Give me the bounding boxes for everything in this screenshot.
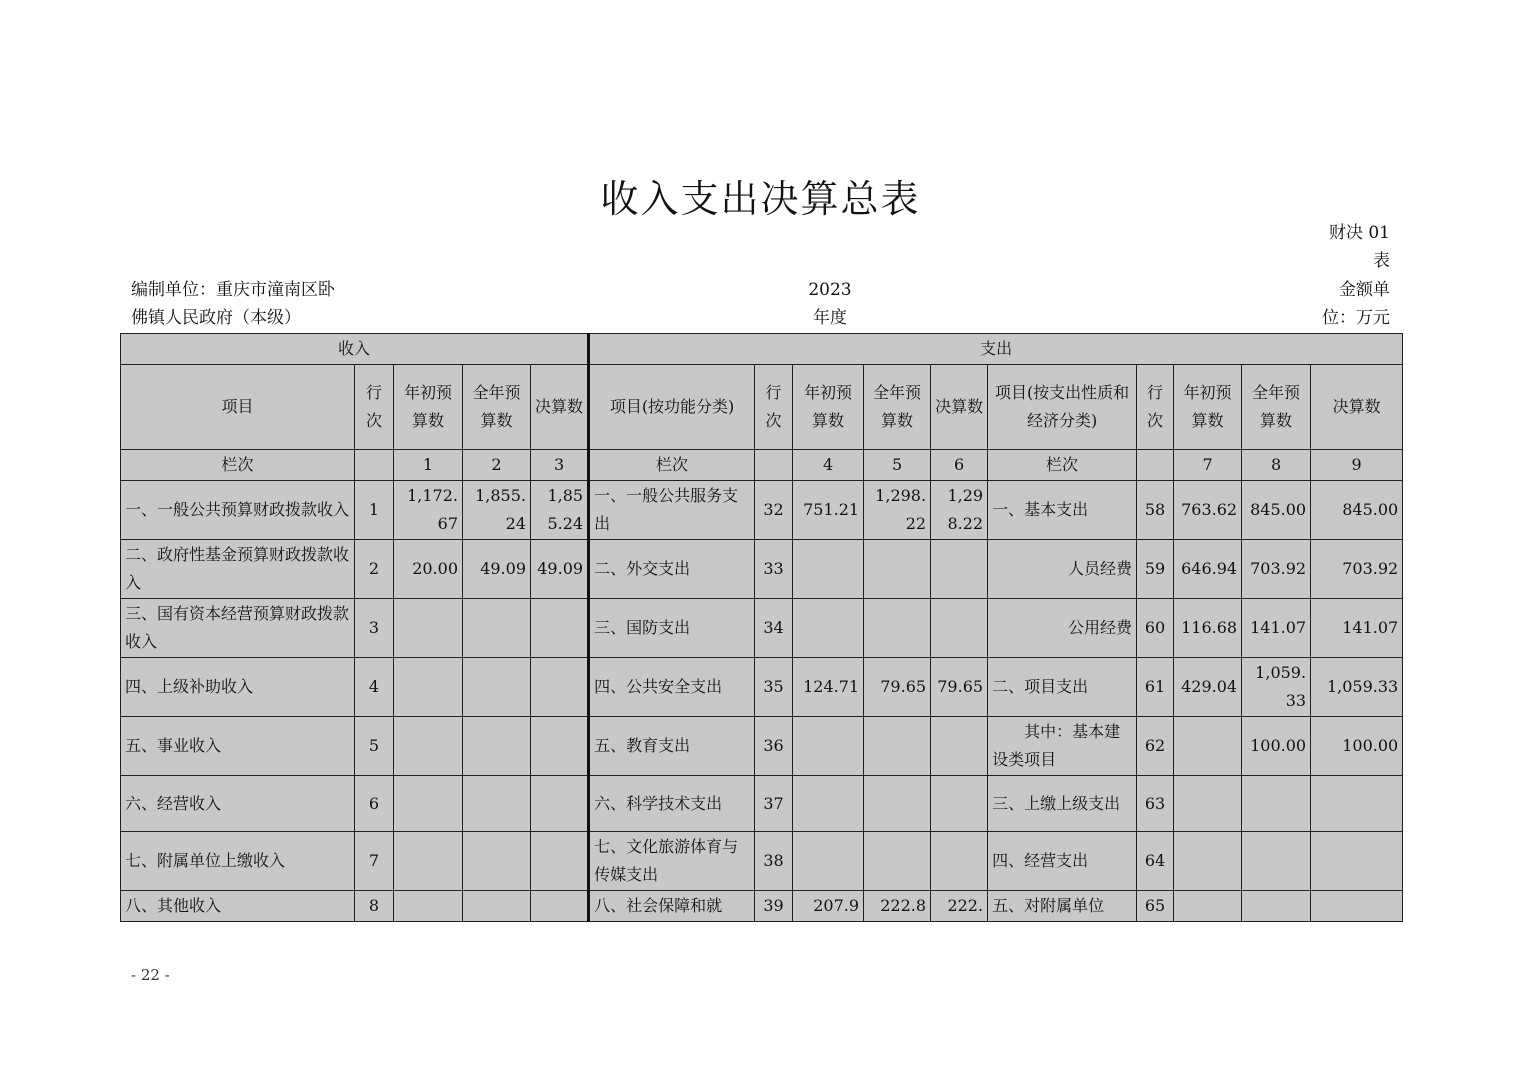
header-func-final: 决算数 bbox=[931, 365, 988, 450]
econ-item: 二、项目支出 bbox=[988, 658, 1137, 717]
lanci-5: 5 bbox=[864, 450, 931, 481]
income-final: 1,855.24 bbox=[531, 481, 589, 540]
lanci-empty bbox=[355, 450, 394, 481]
econ-row-no: 61 bbox=[1137, 658, 1174, 717]
income-row-no: 7 bbox=[355, 832, 394, 891]
func-row-no: 34 bbox=[755, 599, 793, 658]
compiling-unit-line2: 佛镇人民政府（本级） bbox=[131, 308, 301, 328]
fiscal-year-line2: 年度 bbox=[813, 308, 847, 328]
income-budget-start bbox=[394, 658, 463, 717]
econ-budget-full: 1,059.33 bbox=[1242, 658, 1311, 717]
econ-budget-full: 703.92 bbox=[1242, 540, 1311, 599]
econ-item: 五、对附属单位 bbox=[988, 891, 1137, 922]
money-unit bbox=[1290, 276, 1390, 332]
econ-budget-start: 646.94 bbox=[1174, 540, 1242, 599]
econ-item: 三、上缴上级支出 bbox=[988, 776, 1137, 832]
page-number: - 22 - bbox=[131, 966, 170, 984]
header-econ-budget-full: 全年预算数 bbox=[1242, 365, 1311, 450]
income-row-no: 5 bbox=[355, 717, 394, 776]
income-item: 八、其他收入 bbox=[121, 891, 355, 922]
func-final: 222. bbox=[931, 891, 988, 922]
table-row bbox=[121, 832, 1403, 891]
func-item: 一、一般公共服务支出 bbox=[589, 481, 755, 540]
econ-final: 845.00 bbox=[1311, 481, 1403, 540]
func-final bbox=[931, 599, 988, 658]
income-final bbox=[531, 658, 589, 717]
econ-final: 703.92 bbox=[1311, 540, 1403, 599]
func-budget-full: 79.65 bbox=[864, 658, 931, 717]
econ-budget-full bbox=[1242, 891, 1311, 922]
func-final bbox=[931, 540, 988, 599]
func-item: 三、国防支出 bbox=[589, 599, 755, 658]
header-income-budget-start: 年初预算数 bbox=[394, 365, 463, 450]
header-func-budget-start: 年初预算数 bbox=[793, 365, 864, 450]
table-row bbox=[121, 776, 1403, 832]
econ-budget-full bbox=[1242, 776, 1311, 832]
func-budget-start: 207.9 bbox=[793, 891, 864, 922]
income-row-no: 6 bbox=[355, 776, 394, 832]
econ-budget-start bbox=[1174, 717, 1242, 776]
econ-final bbox=[1311, 891, 1403, 922]
header-econ-final: 决算数 bbox=[1311, 365, 1403, 450]
econ-budget-start bbox=[1174, 776, 1242, 832]
func-item: 七、文化旅游体育与传媒支出 bbox=[589, 832, 755, 891]
income-budget-full bbox=[463, 599, 531, 658]
money-unit-line1: 金额单 bbox=[1339, 280, 1390, 300]
income-row-no: 3 bbox=[355, 599, 394, 658]
income-budget-full bbox=[463, 776, 531, 832]
econ-budget-full: 141.07 bbox=[1242, 599, 1311, 658]
econ-row-no: 59 bbox=[1137, 540, 1174, 599]
header-func-row-no: 行次 bbox=[755, 365, 793, 450]
money-unit-line2: 位：万元 bbox=[1322, 308, 1390, 328]
income-budget-start: 1,172.67 bbox=[394, 481, 463, 540]
func-item: 四、公共安全支出 bbox=[589, 658, 755, 717]
econ-item: 人员经费 bbox=[988, 540, 1137, 599]
fiscal-year-line1: 2023 bbox=[808, 280, 852, 300]
income-budget-full bbox=[463, 658, 531, 717]
lanci-1: 1 bbox=[394, 450, 463, 481]
func-budget-start: 751.21 bbox=[793, 481, 864, 540]
func-budget-full bbox=[864, 832, 931, 891]
header-econ-budget-start: 年初预算数 bbox=[1174, 365, 1242, 450]
func-row-no: 38 bbox=[755, 832, 793, 891]
econ-item: 其中：基本建设类项目 bbox=[988, 717, 1137, 776]
econ-item: 四、经营支出 bbox=[988, 832, 1137, 891]
income-final: 49.09 bbox=[531, 540, 589, 599]
form-code-line1: 财决 01 bbox=[1328, 223, 1390, 243]
compiling-unit bbox=[131, 276, 391, 332]
income-item: 二、政府性基金预算财政拨款收入 bbox=[121, 540, 355, 599]
func-row-no: 32 bbox=[755, 481, 793, 540]
income-final bbox=[531, 891, 589, 922]
income-budget-start bbox=[394, 599, 463, 658]
income-row-no: 2 bbox=[355, 540, 394, 599]
econ-row-no: 64 bbox=[1137, 832, 1174, 891]
func-final: 79.65 bbox=[931, 658, 988, 717]
func-row-no: 37 bbox=[755, 776, 793, 832]
header-income-row-no: 行次 bbox=[355, 365, 394, 450]
econ-budget-start: 429.04 bbox=[1174, 658, 1242, 717]
lanci-9: 9 bbox=[1311, 450, 1403, 481]
func-budget-full bbox=[864, 776, 931, 832]
income-budget-start bbox=[394, 891, 463, 922]
econ-budget-full: 100.00 bbox=[1242, 717, 1311, 776]
lanci-4: 4 bbox=[793, 450, 864, 481]
func-row-no: 33 bbox=[755, 540, 793, 599]
table-row bbox=[121, 658, 1403, 717]
econ-final bbox=[1311, 832, 1403, 891]
income-final bbox=[531, 776, 589, 832]
income-item: 七、附属单位上缴收入 bbox=[121, 832, 355, 891]
econ-item: 一、基本支出 bbox=[988, 481, 1137, 540]
income-final bbox=[531, 832, 589, 891]
lanci-empty bbox=[1137, 450, 1174, 481]
income-budget-start bbox=[394, 776, 463, 832]
income-item: 一、一般公共预算财政拨款收入 bbox=[121, 481, 355, 540]
func-budget-start bbox=[793, 717, 864, 776]
func-budget-full: 222.8 bbox=[864, 891, 931, 922]
lanci-econ-label: 栏次 bbox=[988, 450, 1137, 481]
income-budget-full: 1,855.24 bbox=[463, 481, 531, 540]
econ-budget-start: 763.62 bbox=[1174, 481, 1242, 540]
econ-final bbox=[1311, 776, 1403, 832]
budget-summary-table bbox=[120, 333, 1403, 922]
table-row bbox=[121, 599, 1403, 658]
func-budget-full bbox=[864, 599, 931, 658]
func-item: 二、外交支出 bbox=[589, 540, 755, 599]
table-row bbox=[121, 891, 1403, 922]
econ-budget-start bbox=[1174, 832, 1242, 891]
income-row-no: 8 bbox=[355, 891, 394, 922]
func-budget-full: 1,298.22 bbox=[864, 481, 931, 540]
income-row-no: 1 bbox=[355, 481, 394, 540]
form-code-line2: 表 bbox=[1373, 251, 1390, 271]
form-code bbox=[1290, 219, 1390, 275]
income-final bbox=[531, 717, 589, 776]
income-item: 五、事业收入 bbox=[121, 717, 355, 776]
econ-row-no: 63 bbox=[1137, 776, 1174, 832]
econ-item: 公用经费 bbox=[988, 599, 1137, 658]
func-item: 六、科学技术支出 bbox=[589, 776, 755, 832]
func-budget-start bbox=[793, 776, 864, 832]
func-budget-start bbox=[793, 599, 864, 658]
header-func-item: 项目(按功能分类) bbox=[589, 365, 755, 450]
econ-row-no: 58 bbox=[1137, 481, 1174, 540]
income-budget-full bbox=[463, 832, 531, 891]
econ-budget-start: 116.68 bbox=[1174, 599, 1242, 658]
func-budget-start bbox=[793, 540, 864, 599]
lanci-empty bbox=[755, 450, 793, 481]
econ-final: 141.07 bbox=[1311, 599, 1403, 658]
func-final: 1,298.22 bbox=[931, 481, 988, 540]
income-budget-start bbox=[394, 717, 463, 776]
expense-group-header: 支出 bbox=[589, 334, 1403, 365]
func-budget-start: 124.71 bbox=[793, 658, 864, 717]
table-row bbox=[121, 481, 1403, 540]
income-item: 四、上级补助收入 bbox=[121, 658, 355, 717]
econ-budget-full bbox=[1242, 832, 1311, 891]
func-item: 八、社会保障和就 bbox=[589, 891, 755, 922]
table-row bbox=[121, 717, 1403, 776]
header-econ-item: 项目(按支出性质和经济分类) bbox=[988, 365, 1137, 450]
lanci-income-label: 栏次 bbox=[121, 450, 355, 481]
func-budget-full bbox=[864, 717, 931, 776]
income-budget-start: 20.00 bbox=[394, 540, 463, 599]
func-row-no: 35 bbox=[755, 658, 793, 717]
header-econ-row-no: 行次 bbox=[1137, 365, 1174, 450]
income-budget-full bbox=[463, 717, 531, 776]
lanci-6: 6 bbox=[931, 450, 988, 481]
func-row-no: 36 bbox=[755, 717, 793, 776]
income-final bbox=[531, 599, 589, 658]
econ-budget-full: 845.00 bbox=[1242, 481, 1311, 540]
econ-budget-start bbox=[1174, 891, 1242, 922]
header-income-item: 项目 bbox=[121, 365, 355, 450]
income-row-no: 4 bbox=[355, 658, 394, 717]
func-item: 五、教育支出 bbox=[589, 717, 755, 776]
func-budget-full bbox=[864, 540, 931, 599]
compiling-unit-line1: 编制单位：重庆市潼南区卧 bbox=[131, 280, 335, 300]
lanci-3: 3 bbox=[531, 450, 589, 481]
econ-row-no: 65 bbox=[1137, 891, 1174, 922]
header-func-budget-full: 全年预算数 bbox=[864, 365, 931, 450]
func-row-no: 39 bbox=[755, 891, 793, 922]
income-budget-start bbox=[394, 832, 463, 891]
func-budget-start bbox=[793, 832, 864, 891]
lanci-func-label: 栏次 bbox=[589, 450, 755, 481]
func-final bbox=[931, 717, 988, 776]
lanci-2: 2 bbox=[463, 450, 531, 481]
income-group-header: 收入 bbox=[121, 334, 589, 365]
econ-row-no: 60 bbox=[1137, 599, 1174, 658]
lanci-7: 7 bbox=[1174, 450, 1242, 481]
header-income-final: 决算数 bbox=[531, 365, 589, 450]
income-budget-full: 49.09 bbox=[463, 540, 531, 599]
income-item: 六、经营收入 bbox=[121, 776, 355, 832]
func-final bbox=[931, 832, 988, 891]
econ-row-no: 62 bbox=[1137, 717, 1174, 776]
fiscal-year bbox=[790, 276, 870, 332]
income-budget-full bbox=[463, 891, 531, 922]
table-row bbox=[121, 540, 1403, 599]
econ-final: 1,059.33 bbox=[1311, 658, 1403, 717]
page-title: 收入支出决算总表 bbox=[600, 177, 921, 221]
income-item: 三、国有资本经营预算财政拨款收入 bbox=[121, 599, 355, 658]
lanci-8: 8 bbox=[1242, 450, 1311, 481]
func-final bbox=[931, 776, 988, 832]
header-income-budget-full: 全年预算数 bbox=[463, 365, 531, 450]
econ-final: 100.00 bbox=[1311, 717, 1403, 776]
